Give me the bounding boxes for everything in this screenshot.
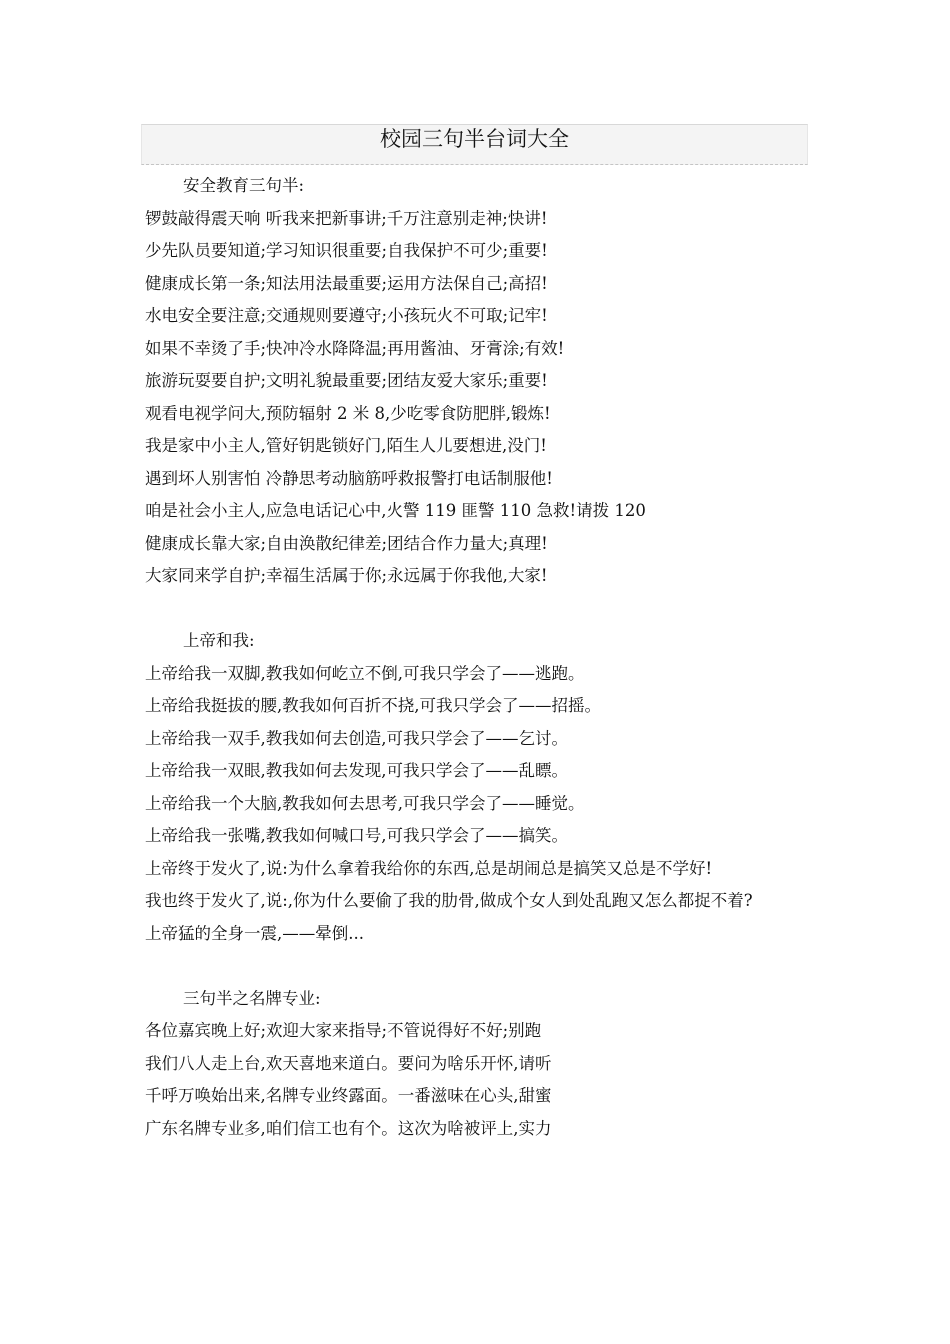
text-line: 上帝终于发火了,说:为什么拿着我给你的东西,总是胡闹总是搞笑又总是不学好!: [145, 858, 713, 878]
section-safety-education: [145, 170, 815, 593]
text-line: 观看电视学问大,预防辐射 2 米 8,少吃零食防肥胖,锻炼!: [145, 403, 551, 423]
text-line: 我们八人走上台,欢天喜地来道白。要问为啥乐开怀,请听: [145, 1053, 552, 1073]
document-title: 校园三句半台词大全: [380, 127, 569, 151]
text-line: 上帝给我一双脚,教我如何屹立不倒,可我只学会了——逃跑。: [145, 663, 585, 683]
text-line: 上帝给我一张嘴,教我如何喊口号,可我只学会了——搞笑。: [145, 826, 568, 845]
text-line: 旅游玩耍要自护;文明礼貌最重要;团结友爱大家乐;重要!: [145, 371, 548, 390]
section-heading: 上帝和我:: [183, 631, 255, 650]
text-line: 上帝给我挺拔的腰,教我如何百折不挠,可我只学会了——招摇。: [145, 696, 601, 715]
text-line: 千呼万唤始出来,名牌专业终露面。一番滋味在心头,甜蜜: [145, 1086, 552, 1105]
text-line: 锣鼓敲得震天响 听我来把新事讲;千万注意别走神;快讲!: [145, 208, 548, 228]
text-line: 少先队员要知道;学习知识很重要;自我保护不可少;重要!: [145, 241, 548, 260]
text-line: 我也终于发火了,说:,你为什么要偷了我的肋骨,做成个女人到处乱跑又怎么都捉不着?: [145, 891, 753, 910]
text-line: 上帝猛的全身一震,——晕倒...: [145, 923, 364, 943]
document-title-box: [141, 124, 808, 165]
text-line: 大家同来学自护;幸福生活属于你;永远属于你我他,大家!: [145, 566, 548, 585]
text-line: 咱是社会小主人,应急电话记心中,火警 119 匪警 110 急救!请拨 120: [145, 501, 646, 520]
text-line: 各位嘉宾晚上好;欢迎大家来指导;不管说得好不好;别跑: [145, 1021, 542, 1040]
section-heading: 三句半之名牌专业:: [183, 988, 321, 1008]
text-line: 健康成长第一条;知法用法最重要;运用方法保自己;高招!: [145, 273, 548, 293]
text-line: 健康成长靠大家;自由涣散纪律差;团结合作力量大;真理!: [145, 533, 548, 553]
text-line: 上帝给我一双手,教我如何去创造,可我只学会了——乞讨。: [145, 728, 568, 748]
section-brand-major: [145, 983, 815, 1146]
section-god-and-me: [145, 625, 815, 950]
text-line: 水电安全要注意;交通规则要遵守;小孩玩火不可取;记牢!: [145, 306, 548, 325]
text-line: 我是家中小主人,管好钥匙锁好门,陌生人儿要想进,没门!: [145, 436, 547, 455]
text-line: 如果不幸烫了手;快冲冷水降降温;再用酱油、牙膏涂;有效!: [145, 338, 565, 358]
text-line: 上帝给我一个大脑,教我如何去思考,可我只学会了——睡觉。: [145, 793, 585, 813]
text-line: 上帝给我一双眼,教我如何去发现,可我只学会了——乱瞟。: [145, 761, 568, 780]
section-heading: 安全教育三句半:: [183, 176, 305, 195]
document-body: [145, 170, 815, 1145]
text-line: 遇到坏人别害怕 冷静思考动脑筋呼救报警打电话制服他!: [145, 468, 553, 488]
text-line: 广东名牌专业多,咱们信工也有个。这次为啥被评上,实力: [145, 1118, 552, 1138]
